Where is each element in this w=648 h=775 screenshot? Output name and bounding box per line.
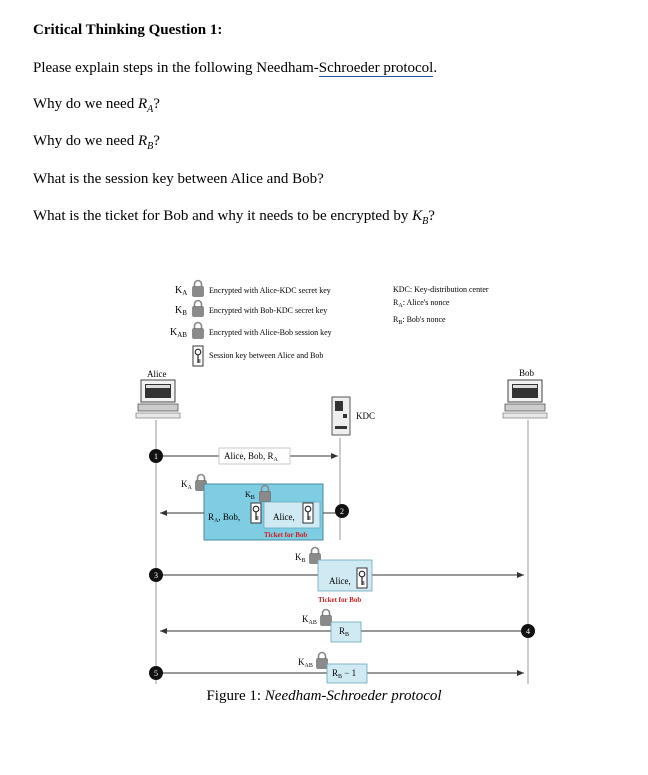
lock-icon [193, 301, 204, 317]
kdc-server-icon [332, 397, 350, 435]
msg2-ka-label: $K_A$ [181, 479, 192, 491]
key-icon [193, 346, 203, 366]
ra-symbol: $R_A$ [137, 96, 154, 115]
legend-ka-desc: Encrypted with Alice-KDC secret key [209, 286, 331, 295]
question-heading: Critical Thinking Question 1: [33, 22, 223, 38]
step-2-number: 2 [340, 507, 344, 516]
step-1-number: 1 [154, 452, 158, 461]
legend-kdc-def: KDC: Key-distribution center [393, 285, 489, 294]
legend [170, 281, 489, 367]
question-ticket-text: What is the ticket for Bob and why it needs to be encrypted by [33, 208, 413, 224]
lock-icon [321, 610, 332, 626]
question-explain-end: . [433, 60, 438, 76]
alice-computer-icon [136, 380, 180, 418]
question-ra-end: ? [153, 96, 160, 112]
msg2-kb-label: $K_B$ [245, 490, 255, 501]
msg5-kab-label: $K_{AB}$ [298, 657, 313, 669]
rb-symbol: $R_B$ [137, 133, 154, 152]
question-rb-end: ? [153, 133, 160, 149]
kdc-label: KDC [356, 411, 376, 421]
question-rb-text: Why do we need [33, 133, 138, 149]
legend-kab-label: $K_{AB}$ [170, 327, 187, 339]
key-icon [357, 568, 367, 588]
msg4-kab-label: $K_{AB}$ [302, 614, 317, 626]
ticket-label-2: Ticket for Bob [318, 596, 362, 604]
alice-label: Alice [147, 369, 167, 379]
step-5-number: 5 [154, 669, 158, 678]
protocol-name-underlined: Schroeder protocol [318, 60, 434, 76]
kb-symbol: $K_B$ [412, 208, 429, 227]
msg2-alice: Alice, [273, 512, 295, 522]
lock-icon [193, 323, 204, 339]
msg3-kb-label: $K_B$ [295, 552, 306, 564]
figure-caption [0, 688, 648, 705]
step-3-number: 3 [154, 571, 158, 580]
question-explain-text: Please explain steps in the following Needham- [33, 60, 319, 76]
ticket-label-1: Ticket for Bob [264, 531, 308, 539]
legend-ra-def: $R_A$: Alice's nonce [393, 298, 450, 309]
question-ticket-end: ? [428, 208, 435, 224]
key-icon [251, 503, 261, 523]
question-session-key: What is the session key between Alice and Bob? [33, 171, 324, 187]
legend-rb-def: $R_B$: Bob's nonce [393, 315, 446, 326]
msg1-text: Alice, Bob, $R_A$ [224, 451, 278, 463]
legend-kb-desc: Encrypted with Bob-KDC secret key [209, 306, 328, 315]
step-4-number: 4 [526, 627, 530, 636]
msg5-rb: $R_B - 1$ [332, 668, 357, 680]
msg2-ra-bob: $R_A$, Bob, [208, 512, 241, 524]
bob-label: Bob [519, 368, 535, 378]
legend-kab-desc: Encrypted with Alice-Bob session key [209, 328, 332, 337]
bob-computer-icon [503, 380, 547, 418]
key-icon [303, 503, 313, 523]
legend-key-desc: Session key between Alice and Bob [209, 351, 324, 360]
caption-title: Needham-Schroeder protocol [264, 688, 442, 704]
lock-icon [193, 281, 204, 297]
caption-prefix: Figure 1: [206, 688, 265, 704]
msg4-rb: $R_B$ [339, 626, 350, 638]
legend-kb-label: $K_B$ [175, 305, 187, 317]
legend-ka-label: $K_A$ [175, 285, 188, 297]
msg3-alice: Alice, [329, 576, 351, 586]
lock-icon [317, 653, 328, 669]
question-ra-text: Why do we need [33, 96, 138, 112]
